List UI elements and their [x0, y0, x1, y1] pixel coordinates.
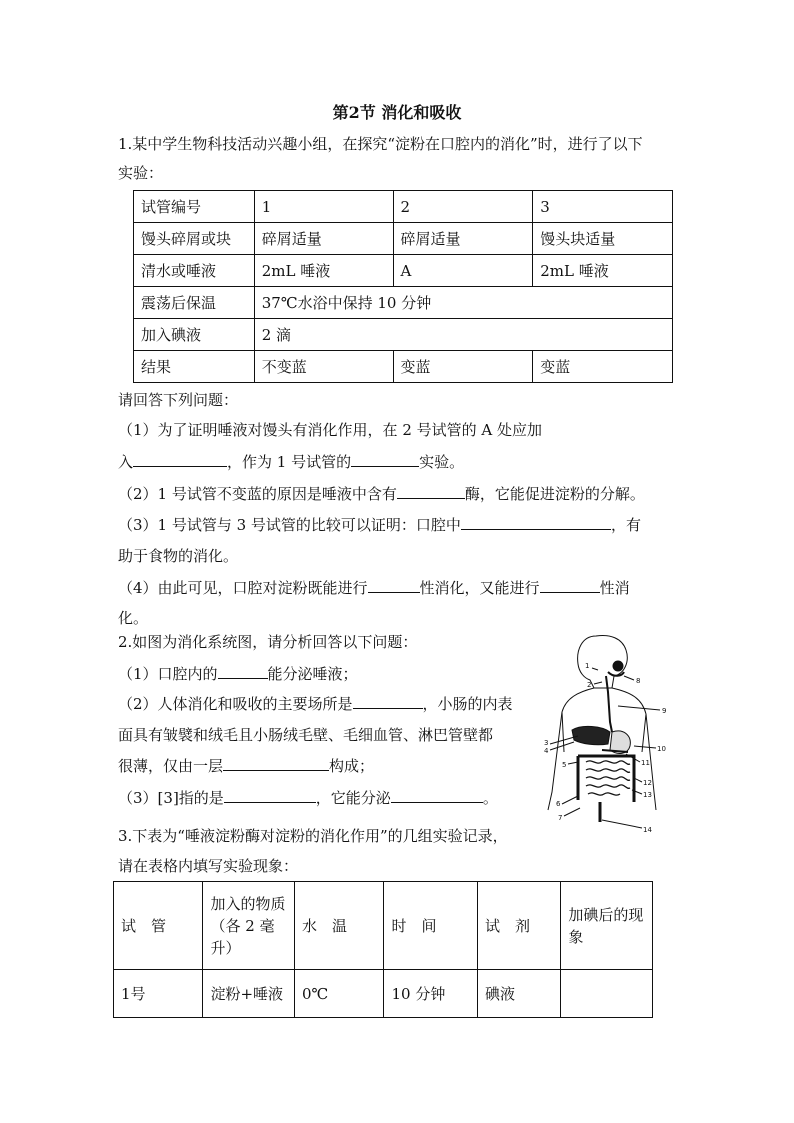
q1-sub4-line2: 化。	[118, 609, 149, 627]
q1-sub1-text-c: 实验。	[419, 453, 465, 471]
q2-sub2-text-b: ，小肠的内表	[422, 695, 513, 713]
q1-sub2-text-a: （2）1 号试管不变蓝的原因是唾液中含有	[118, 485, 397, 503]
q2-sub2-text-d: 很薄，仅由一层	[118, 757, 224, 775]
figure-label: 3	[544, 739, 549, 747]
q2-sub3-text-a: （3）[3]指的是	[118, 789, 224, 807]
table-cell: 淀粉+唾液	[203, 970, 295, 1018]
table-cell: 馒头块适量	[533, 223, 673, 255]
figure-label: 1	[585, 662, 590, 670]
table-row	[134, 255, 673, 287]
figure-label: 5	[562, 761, 567, 769]
table-header-row	[114, 882, 653, 970]
table-cell: 清水或唾液	[134, 255, 255, 287]
table-cell: 变蓝	[533, 351, 673, 383]
q1-sub3-text-a: （3）1 号试管与 3 号试管的比较可以证明：口腔中	[118, 516, 461, 534]
q1-prompt: 请回答下列问题：	[118, 391, 239, 409]
q1-sub1-line2	[118, 452, 464, 472]
figure-label: 2	[587, 681, 592, 689]
table-row	[114, 970, 653, 1018]
figure-label: 12	[643, 779, 652, 787]
table-cell: 碎屑适量	[254, 223, 393, 255]
table-cell: 2	[393, 191, 533, 223]
figure-label: 9	[662, 707, 667, 715]
answer-blank[interactable]	[391, 788, 483, 803]
figure-label: 7	[558, 814, 563, 822]
q1-sub1-text-b: ，作为 1 号试管的	[227, 453, 352, 471]
answer-cell[interactable]	[561, 970, 653, 1018]
q1-sub4-text-b: 性消化，又能进行	[419, 579, 540, 597]
q2-sub1-text-b: 能分泌唾液；	[267, 665, 358, 683]
table-cell: 变蓝	[393, 351, 533, 383]
small-intestine	[586, 761, 630, 795]
q3-intro-line1: 3.下表为“唾液淀粉酶对淀粉的消化作用”的几组实验记录，	[118, 827, 508, 845]
q2-intro: 2.如图为消化系统图，请分析回答以下问题：	[118, 633, 418, 651]
table-row	[134, 287, 673, 319]
q2-sub2-line3	[118, 756, 374, 776]
q1-sub2-text-b: 酶，它能促进淀粉的分解。	[464, 485, 645, 503]
q3-intro-line2: 请在表格内填写实验现象：	[118, 857, 299, 875]
table-cell: 结果	[134, 351, 255, 383]
table-row	[134, 319, 673, 351]
q3-experiment-table	[113, 881, 653, 1018]
q2-sub2-text-e: 构成；	[329, 757, 375, 775]
table-cell: 0℃	[295, 970, 384, 1018]
answer-blank[interactable]	[224, 788, 316, 803]
q1-sub1-text-a: 入	[118, 453, 134, 471]
table-cell: 37℃水浴中保持 10 分钟	[254, 287, 672, 319]
table-row	[134, 351, 673, 383]
figure-label: 4	[544, 747, 549, 755]
table-cell: 不变蓝	[254, 351, 393, 383]
table-cell: 3	[533, 191, 673, 223]
q2-sub3	[118, 788, 498, 808]
page-title: 第2节 消化和吸收	[332, 103, 462, 122]
answer-blank[interactable]	[461, 515, 611, 530]
table-cell: 馒头碎屑或块	[134, 223, 255, 255]
figure-label: 6	[556, 800, 561, 808]
table-cell: 1	[254, 191, 393, 223]
figure-label: 8	[636, 677, 641, 685]
table-cell: 1号	[114, 970, 203, 1018]
figure-label: 14	[643, 826, 652, 834]
q1-sub4-line1	[118, 578, 630, 598]
table-row	[134, 223, 673, 255]
q2-sub3-text-c: 。	[482, 789, 498, 807]
table-header-cell: 加碘后的现象	[561, 882, 653, 970]
figure-label: 11	[641, 759, 650, 767]
q1-sub4-text-c: 性消	[599, 579, 630, 597]
q1-experiment-table	[133, 190, 673, 383]
table-cell: 碘液	[478, 970, 561, 1018]
table-cell: 震荡后保温	[134, 287, 255, 319]
q1-sub3-line1	[118, 515, 641, 535]
q1-sub3-line2: 助于食物的消化。	[118, 547, 239, 565]
answer-blank[interactable]	[397, 484, 465, 499]
q1-sub2	[118, 484, 645, 504]
table-cell: 2mL 唾液	[254, 255, 393, 287]
q1-intro-line1: 1.某中学生物科技活动兴趣小组，在探究“淀粉在口腔内的消化”时，进行了以下	[118, 135, 643, 153]
table-cell: 2 滴	[254, 319, 672, 351]
table-row	[134, 191, 673, 223]
digestive-system-figure	[538, 632, 678, 837]
q2-sub2-line1	[118, 694, 513, 714]
q2-sub2-text-a: （2）人体消化和吸收的主要场所是	[118, 695, 353, 713]
answer-blank[interactable]	[368, 578, 420, 593]
q2-sub1	[118, 664, 358, 684]
table-header-cell: 试 剂	[478, 882, 561, 970]
answer-blank[interactable]	[223, 756, 329, 771]
table-cell: 10 分钟	[384, 970, 478, 1018]
table-cell: 碎屑适量	[393, 223, 533, 255]
q2-sub3-text-b: ，它能分泌	[315, 789, 391, 807]
answer-blank[interactable]	[351, 452, 419, 467]
q1-sub3-text-b: ，有	[610, 516, 641, 534]
q1-sub4-text-a: （4）由此可见，口腔对淀粉既能进行	[118, 579, 368, 597]
table-header-cell: 时 间	[384, 882, 478, 970]
table-cell: 试管编号	[134, 191, 255, 223]
figure-label: 10	[657, 745, 666, 753]
figure-label: 13	[643, 791, 652, 799]
table-header-cell: 加入的物质（各 2 毫升）	[203, 882, 295, 970]
table-header-cell: 试 管	[114, 882, 203, 970]
q2-sub2-line2: 面具有皱襞和绒毛且小肠绒毛壁、毛细血管、淋巴管壁都	[118, 726, 494, 744]
answer-blank[interactable]	[133, 452, 227, 467]
q2-sub1-text-a: （1）口腔内的	[118, 665, 218, 683]
table-cell: A	[393, 255, 533, 287]
q1-intro-line2: 实验：	[118, 164, 164, 182]
answer-blank[interactable]	[353, 694, 423, 709]
answer-blank[interactable]	[218, 664, 268, 679]
table-cell: 加入碘液	[134, 319, 255, 351]
table-header-cell: 水 温	[295, 882, 384, 970]
answer-blank[interactable]	[540, 578, 600, 593]
esophagus	[606, 676, 612, 732]
table-cell: 2mL 唾液	[533, 255, 673, 287]
q1-sub1-line1: （1）为了证明唾液对馒头有消化作用，在 2 号试管的 A 处应加	[118, 421, 542, 439]
